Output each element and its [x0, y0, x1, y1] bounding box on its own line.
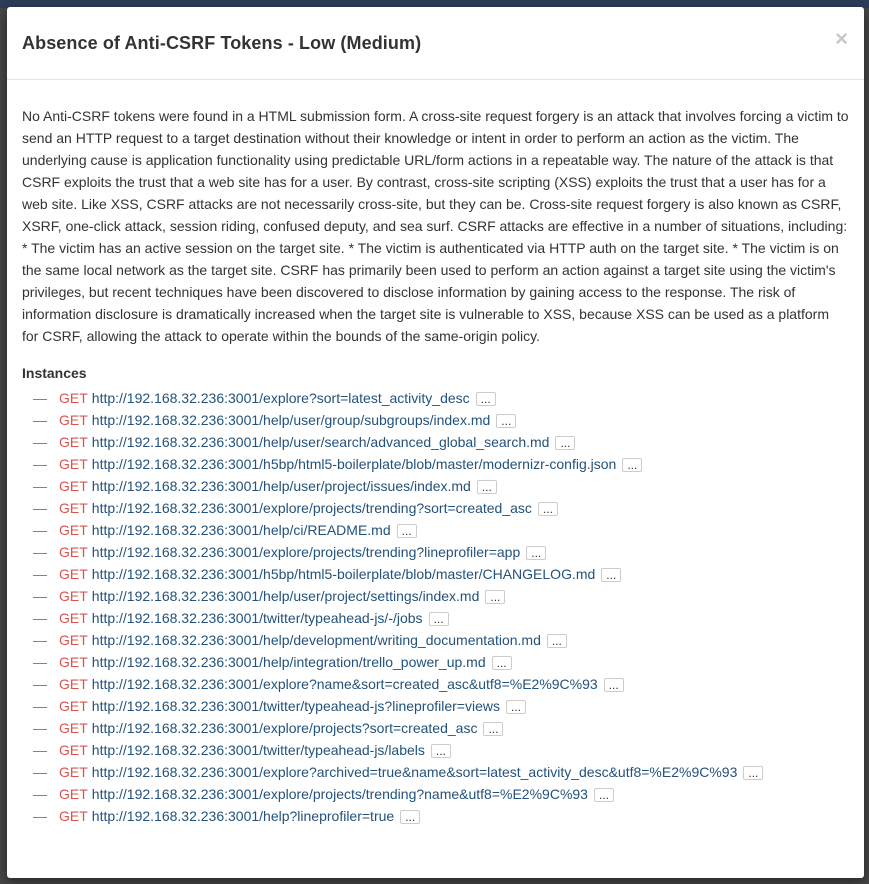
dash-bullet: — — [33, 456, 47, 472]
dash-bullet: — — [33, 412, 47, 428]
http-method: GET — [59, 720, 88, 736]
instance-url-link[interactable]: http://192.168.32.236:3001/twitter/typeahead-js?lineprofiler=views — [91, 698, 500, 714]
dash-bullet: — — [33, 632, 47, 648]
instance-url-link[interactable]: http://192.168.32.236:3001/explore/projects/trending?sort=created_asc — [91, 500, 532, 516]
instance-list — [22, 387, 849, 827]
dash-bullet: — — [33, 588, 47, 604]
instance-row — [33, 409, 849, 431]
instance-more-button[interactable]: ... — [476, 392, 496, 406]
instance-url-link[interactable]: http://192.168.32.236:3001/h5bp/html5-boilerplate/blob/master/CHANGELOG.md — [91, 566, 596, 582]
http-method: GET — [59, 478, 88, 494]
instance-url-link[interactable]: http://192.168.32.236:3001/help/ci/README.md — [91, 522, 391, 538]
http-method: GET — [59, 456, 88, 472]
instance-url-link[interactable]: http://192.168.32.236:3001/explore/projects/trending?name&utf8=%E2%9C%93 — [91, 786, 588, 802]
instance-row — [33, 717, 849, 739]
http-method: GET — [59, 764, 88, 780]
http-method: GET — [59, 808, 88, 824]
dash-bullet: — — [33, 698, 47, 714]
instance-url-link[interactable]: http://192.168.32.236:3001/h5bp/html5-boilerplate/blob/master/modernizr-config.json — [91, 456, 617, 472]
instance-more-button[interactable]: ... — [506, 700, 526, 714]
instance-url-link[interactable]: http://192.168.32.236:3001/help/user/group/subgroups/index.md — [91, 412, 491, 428]
instance-more-button[interactable]: ... — [496, 414, 516, 428]
modal-header — [7, 7, 864, 80]
instance-row — [33, 695, 849, 717]
instance-row — [33, 475, 849, 497]
instance-more-button[interactable]: ... — [397, 524, 417, 538]
http-method: GET — [59, 434, 88, 450]
http-method: GET — [59, 610, 88, 626]
instance-more-button[interactable]: ... — [492, 656, 512, 670]
http-method: GET — [59, 654, 88, 670]
instance-more-button[interactable]: ... — [431, 744, 451, 758]
instance-url-link[interactable]: http://192.168.32.236:3001/twitter/typeahead-js/labels — [91, 742, 425, 758]
instance-more-button[interactable]: ... — [547, 634, 567, 648]
instance-url-link[interactable]: http://192.168.32.236:3001/help?lineprofiler=true — [91, 808, 395, 824]
dash-bullet: — — [33, 786, 47, 802]
http-method: GET — [59, 742, 88, 758]
instance-url-link[interactable]: http://192.168.32.236:3001/help/user/search/advanced_global_search.md — [91, 434, 550, 450]
instance-url-link[interactable]: http://192.168.32.236:3001/help/integration/trello_power_up.md — [91, 654, 486, 670]
alert-description: No Anti-CSRF tokens were found in a HTML submission form. A cross-site request forgery is an attack that involves forcing a victim to send an HTTP request to a target destination without their knowledge or intent in order to perform an action as the victim. The underlying cause is application functionality using predictable URL/form actions in a repeatable way. The nature of the attack is that CSRF exploits the trust that a web site has for a user. By contrast, cross-site scripting (XSS) exploits the trust that a user has for a web site. Like XSS, CSRF attacks are not necessarily cross-site, but they can be. Cross-site request forgery is also known as CSRF, XSRF, one-click attack, session riding, confused deputy, and sea surf. CSRF attacks are effective in a number of situations, including: * The victim has an active session on the target site. * The victim is authenticated via HTTP auth on the target site. * The victim is on the same local network as the target site. CSRF has primarily been used to perform an action against a target site using the victim's privileges, but recent techniques have been discovered to disclose information by gaining access to the response. The risk of information disclosure is dramatically increased when the target site is vulnerable to XSS, because XSS can be used as a platform for CSRF, allowing the attack to operate within the bounds of the same-origin policy. — [22, 108, 849, 344]
alert-details-modal — [7, 7, 864, 878]
http-method: GET — [59, 698, 88, 714]
dash-bullet: — — [33, 434, 47, 450]
instance-url-link[interactable]: http://192.168.32.236:3001/help/development/writing_documentation.md — [91, 632, 541, 648]
instance-row — [33, 431, 849, 453]
http-method: GET — [59, 566, 88, 582]
instance-more-button[interactable]: ... — [743, 766, 763, 780]
dash-bullet: — — [33, 478, 47, 494]
modal-body — [7, 80, 864, 827]
close-button[interactable]: × — [835, 26, 848, 51]
http-method: GET — [59, 390, 88, 406]
instance-row — [33, 563, 849, 585]
http-method: GET — [59, 786, 88, 802]
http-method: GET — [59, 544, 88, 560]
instance-more-button[interactable]: ... — [555, 436, 575, 450]
instance-more-button[interactable]: ... — [601, 568, 621, 582]
http-method: GET — [59, 632, 88, 648]
dash-bullet: — — [33, 764, 47, 780]
dash-bullet: — — [33, 808, 47, 824]
dash-bullet: — — [33, 522, 47, 538]
modal-title: Absence of Anti-CSRF Tokens - Low (Medium) — [22, 33, 422, 53]
dash-bullet: — — [33, 654, 47, 670]
instance-row — [33, 783, 849, 805]
dash-bullet: — — [33, 544, 47, 560]
instance-url-link[interactable]: http://192.168.32.236:3001/help/user/project/settings/index.md — [91, 588, 480, 604]
instance-more-button[interactable]: ... — [526, 546, 546, 560]
instance-url-link[interactable]: http://192.168.32.236:3001/explore?sort=latest_activity_desc — [91, 390, 470, 406]
http-method: GET — [59, 676, 88, 692]
instance-row — [33, 519, 849, 541]
instance-more-button[interactable]: ... — [485, 590, 505, 604]
http-method: GET — [59, 588, 88, 604]
instance-row — [33, 739, 849, 761]
instance-url-link[interactable]: http://192.168.32.236:3001/explore/projects?sort=created_asc — [91, 720, 478, 736]
instances-heading: Instances — [22, 365, 87, 381]
instance-row — [33, 387, 849, 409]
instance-row — [33, 453, 849, 475]
instance-row — [33, 541, 849, 563]
dash-bullet: — — [33, 500, 47, 516]
instance-more-button[interactable]: ... — [538, 502, 558, 516]
dash-bullet: — — [33, 676, 47, 692]
instance-row — [33, 673, 849, 695]
instance-more-button[interactable]: ... — [604, 678, 624, 692]
instance-more-button[interactable]: ... — [429, 612, 449, 626]
instance-row — [33, 497, 849, 519]
instance-url-link[interactable]: http://192.168.32.236:3001/explore?name&sort=created_asc&utf8=%E2%9C%93 — [91, 676, 598, 692]
instance-url-link[interactable]: http://192.168.32.236:3001/explore/projects/trending?lineprofiler=app — [91, 544, 521, 560]
instance-url-link[interactable]: http://192.168.32.236:3001/help/user/project/issues/index.md — [91, 478, 471, 494]
dash-bullet: — — [33, 610, 47, 626]
instance-row — [33, 629, 849, 651]
instance-more-button[interactable]: ... — [622, 458, 642, 472]
instance-row — [33, 805, 849, 827]
instance-row — [33, 651, 849, 673]
instance-more-button[interactable]: ... — [483, 722, 503, 736]
http-method: GET — [59, 522, 88, 538]
dash-bullet: — — [33, 566, 47, 582]
instance-url-link[interactable]: http://192.168.32.236:3001/twitter/typeahead-js/-/jobs — [91, 610, 423, 626]
instance-more-button[interactable]: ... — [594, 788, 614, 802]
instance-row — [33, 607, 849, 629]
dash-bullet: — — [33, 742, 47, 758]
instance-more-button[interactable]: ... — [477, 480, 497, 494]
dash-bullet: — — [33, 390, 47, 406]
instance-row — [33, 585, 849, 607]
dash-bullet: — — [33, 720, 47, 736]
http-method: GET — [59, 500, 88, 516]
instance-more-button[interactable]: ... — [400, 810, 420, 824]
instance-url-link[interactable]: http://192.168.32.236:3001/explore?archived=true&name&sort=latest_activity_desc&utf8=%E2%9C%93 — [91, 764, 738, 780]
instance-row — [33, 761, 849, 783]
http-method: GET — [59, 412, 88, 428]
